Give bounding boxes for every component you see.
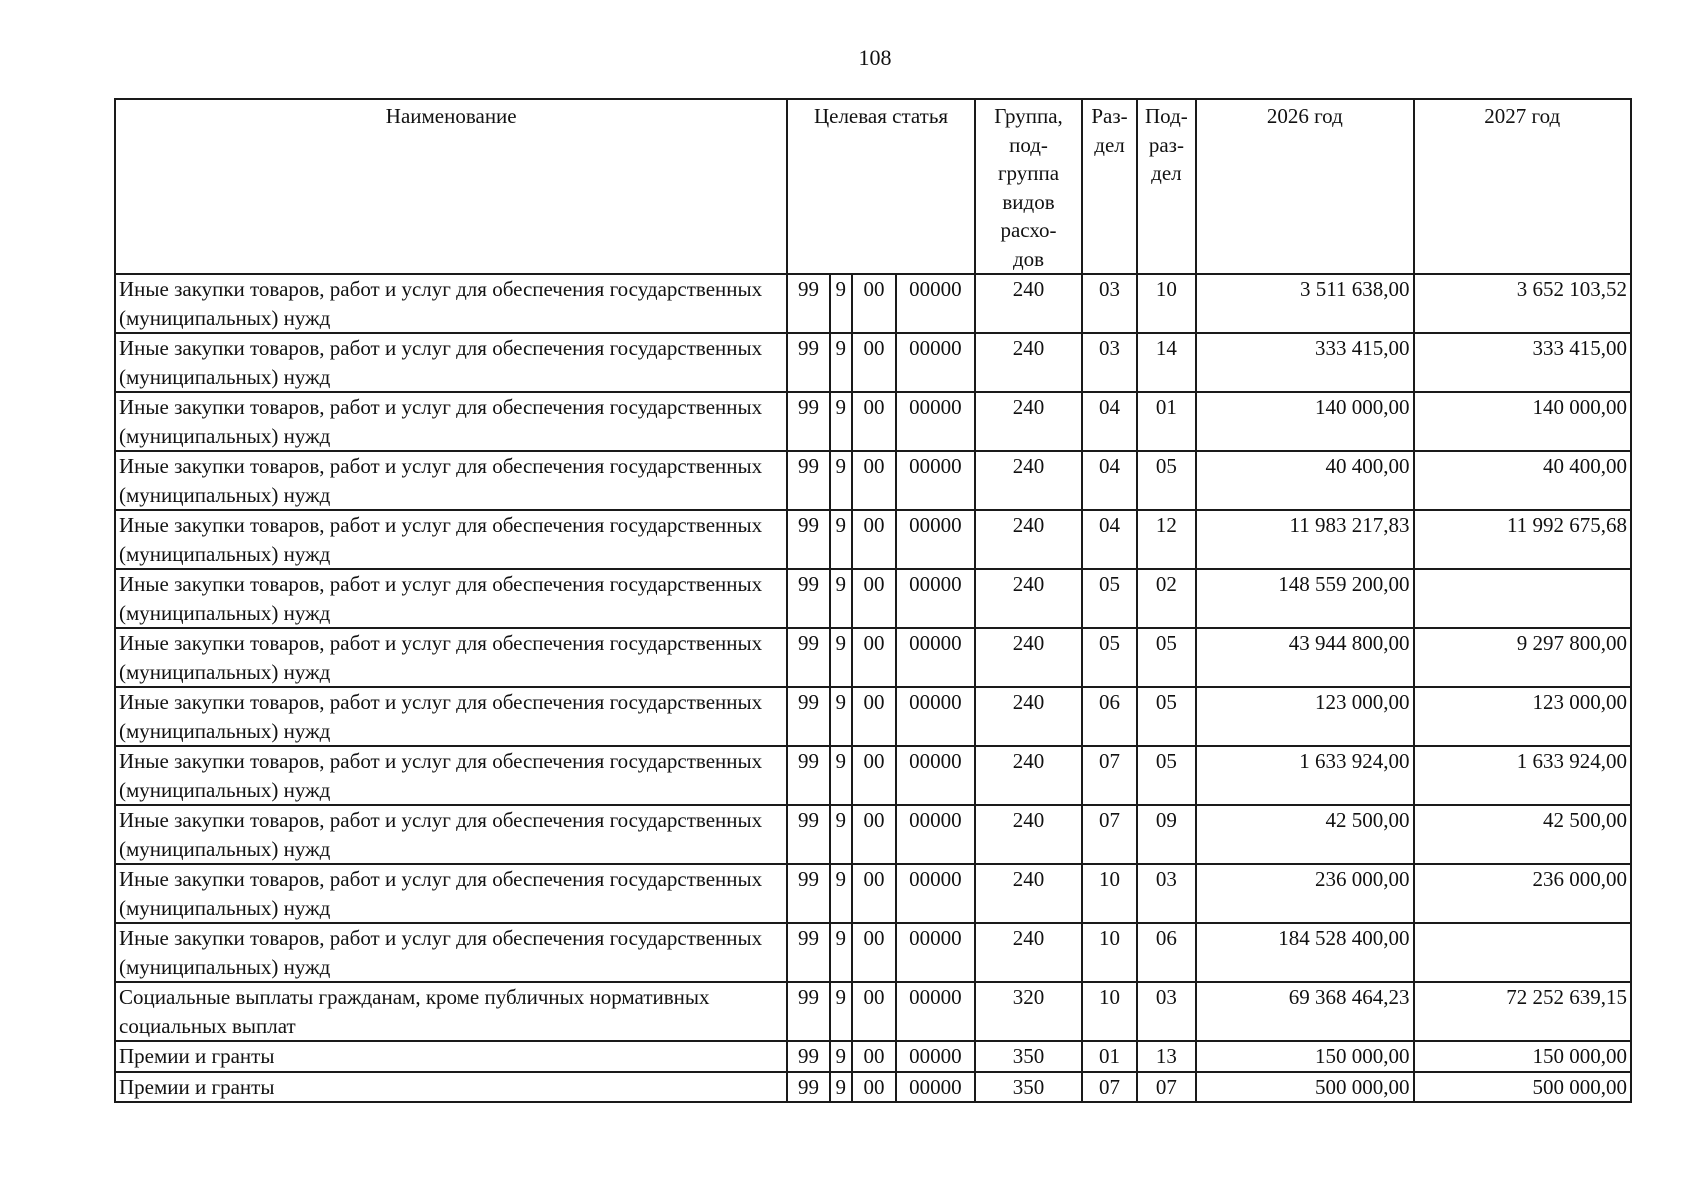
row-amount-2027: 123 000,00: [1414, 687, 1632, 746]
table-row: [115, 805, 1631, 864]
row-section: 07: [1082, 1072, 1136, 1103]
row-target-direction: 00000: [896, 510, 975, 569]
budget-table: [114, 98, 1632, 1103]
row-section: 03: [1082, 274, 1136, 333]
row-target-main-event: 00: [852, 510, 896, 569]
row-name: Иные закупки товаров, работ и услуг для обеспечения государственных (муниципальных) нужд: [115, 274, 787, 333]
row-amount-2026: 148 559 200,00: [1196, 569, 1413, 628]
row-amount-2027: 11 992 675,68: [1414, 510, 1632, 569]
row-target-direction: 00000: [896, 333, 975, 392]
row-target-direction: 00000: [896, 569, 975, 628]
row-subsection: 02: [1137, 569, 1196, 628]
header-target-article: Целевая статья: [787, 99, 974, 274]
row-amount-2027: 72 252 639,15: [1414, 982, 1632, 1041]
row-amount-2027: 150 000,00: [1414, 1041, 1632, 1072]
row-amount-2026: 43 944 800,00: [1196, 628, 1413, 687]
row-section: 06: [1082, 687, 1136, 746]
row-name: Премии и гранты: [115, 1072, 787, 1103]
row-amount-2027: [1414, 923, 1632, 982]
row-target-subprogram: 9: [830, 1041, 852, 1072]
row-amount-2026: 500 000,00: [1196, 1072, 1413, 1103]
row-target-program: 99: [787, 805, 829, 864]
table-row: [115, 333, 1631, 392]
row-amount-2027: 42 500,00: [1414, 805, 1632, 864]
row-name: Иные закупки товаров, работ и услуг для обеспечения государственных (муниципальных) нужд: [115, 451, 787, 510]
row-subsection: 05: [1137, 451, 1196, 510]
row-amount-2027: 140 000,00: [1414, 392, 1632, 451]
row-target-direction: 00000: [896, 805, 975, 864]
row-amount-2027: 500 000,00: [1414, 1072, 1632, 1103]
row-subsection: 10: [1137, 274, 1196, 333]
row-expense-group: 240: [975, 805, 1083, 864]
row-target-program: 99: [787, 628, 829, 687]
row-target-subprogram: 9: [830, 923, 852, 982]
row-target-program: 99: [787, 392, 829, 451]
row-amount-2026: 1 633 924,00: [1196, 746, 1413, 805]
row-expense-group: 240: [975, 864, 1083, 923]
row-name: Иные закупки товаров, работ и услуг для обеспечения государственных (муниципальных) нужд: [115, 746, 787, 805]
row-subsection: 03: [1137, 864, 1196, 923]
row-expense-group: 240: [975, 687, 1083, 746]
row-target-program: 99: [787, 1072, 829, 1103]
table-row: [115, 392, 1631, 451]
row-target-direction: 00000: [896, 628, 975, 687]
row-target-direction: 00000: [896, 274, 975, 333]
header-subsection: [1137, 99, 1196, 274]
row-amount-2027: 40 400,00: [1414, 451, 1632, 510]
header-group-line: Группа,: [994, 104, 1063, 128]
header-row: [115, 99, 1631, 274]
row-target-main-event: 00: [852, 746, 896, 805]
row-target-direction: 00000: [896, 687, 975, 746]
row-target-subprogram: 9: [830, 510, 852, 569]
row-target-subprogram: 9: [830, 274, 852, 333]
row-expense-group: 240: [975, 333, 1083, 392]
row-amount-2026: 184 528 400,00: [1196, 923, 1413, 982]
table-row: [115, 923, 1631, 982]
row-target-program: 99: [787, 510, 829, 569]
row-name: Иные закупки товаров, работ и услуг для обеспечения государственных (муниципальных) нужд: [115, 805, 787, 864]
row-target-program: 99: [787, 923, 829, 982]
row-target-main-event: 00: [852, 274, 896, 333]
row-subsection: 07: [1137, 1072, 1196, 1103]
row-target-main-event: 00: [852, 628, 896, 687]
table-row: [115, 451, 1631, 510]
row-name: Премии и гранты: [115, 1041, 787, 1072]
row-target-main-event: 00: [852, 333, 896, 392]
page-number: 108: [858, 45, 892, 70]
row-amount-2027: 9 297 800,00: [1414, 628, 1632, 687]
row-target-main-event: 00: [852, 451, 896, 510]
row-amount-2027: [1414, 569, 1632, 628]
table-row: [115, 510, 1631, 569]
row-target-subprogram: 9: [830, 333, 852, 392]
row-target-direction: 00000: [896, 982, 975, 1041]
header-group-line: группа: [997, 161, 1060, 185]
row-amount-2027: 236 000,00: [1414, 864, 1632, 923]
row-expense-group: 240: [975, 746, 1083, 805]
table-body: [115, 274, 1631, 1102]
row-target-main-event: 00: [852, 687, 896, 746]
row-target-subprogram: 9: [830, 1072, 852, 1103]
row-section: 10: [1082, 864, 1136, 923]
table-row: [115, 274, 1631, 333]
table-row: [115, 628, 1631, 687]
table-row: [115, 746, 1631, 805]
row-name: Иные закупки товаров, работ и услуг для обеспечения государственных (муниципальных) нужд: [115, 687, 787, 746]
row-amount-2026: 150 000,00: [1196, 1041, 1413, 1072]
row-amount-2026: 11 983 217,83: [1196, 510, 1413, 569]
row-target-program: 99: [787, 1041, 829, 1072]
row-target-main-event: 00: [852, 569, 896, 628]
header-group-line: расхо-: [1000, 218, 1057, 242]
row-expense-group: 240: [975, 451, 1083, 510]
row-target-direction: 00000: [896, 451, 975, 510]
row-section: 04: [1082, 451, 1136, 510]
row-target-subprogram: 9: [830, 569, 852, 628]
row-target-direction: 00000: [896, 746, 975, 805]
row-expense-group: 240: [975, 510, 1083, 569]
row-section: 04: [1082, 510, 1136, 569]
row-target-program: 99: [787, 746, 829, 805]
row-target-program: 99: [787, 451, 829, 510]
row-target-program: 99: [787, 864, 829, 923]
row-expense-group: 350: [975, 1041, 1083, 1072]
row-section: 05: [1082, 569, 1136, 628]
row-target-program: 99: [787, 982, 829, 1041]
row-target-main-event: 00: [852, 805, 896, 864]
row-target-subprogram: 9: [830, 628, 852, 687]
row-target-direction: 00000: [896, 392, 975, 451]
row-target-program: 99: [787, 274, 829, 333]
row-target-subprogram: 9: [830, 392, 852, 451]
row-target-subprogram: 9: [830, 746, 852, 805]
table-row: [115, 569, 1631, 628]
row-subsection: 01: [1137, 392, 1196, 451]
row-target-direction: 00000: [896, 1072, 975, 1103]
row-target-main-event: 00: [852, 1041, 896, 1072]
row-name: Социальные выплаты гражданам, кроме публичных нормативных социальных выплат: [115, 982, 787, 1041]
table-row: [115, 687, 1631, 746]
row-amount-2026: 140 000,00: [1196, 392, 1413, 451]
row-amount-2026: 42 500,00: [1196, 805, 1413, 864]
row-target-direction: 00000: [896, 923, 975, 982]
row-expense-group: 240: [975, 628, 1083, 687]
header-group-line: под-: [1009, 132, 1048, 157]
row-amount-2026: 3 511 638,00: [1196, 274, 1413, 333]
row-section: 05: [1082, 628, 1136, 687]
row-amount-2026: 40 400,00: [1196, 451, 1413, 510]
header-subsection-line: Под-: [1145, 104, 1188, 128]
row-section: 04: [1082, 392, 1136, 451]
row-expense-group: 240: [975, 392, 1083, 451]
row-subsection: 05: [1137, 687, 1196, 746]
row-target-program: 99: [787, 333, 829, 392]
row-expense-group: 350: [975, 1072, 1083, 1103]
row-section: 10: [1082, 923, 1136, 982]
header-subsection-line: раз-: [1148, 132, 1184, 157]
row-target-program: 99: [787, 569, 829, 628]
row-subsection: 06: [1137, 923, 1196, 982]
row-amount-2026: 69 368 464,23: [1196, 982, 1413, 1041]
row-target-main-event: 00: [852, 923, 896, 982]
header-group-line: видов: [1002, 189, 1055, 214]
row-expense-group: 240: [975, 923, 1083, 982]
row-name: Иные закупки товаров, работ и услуг для обеспечения государственных (муниципальных) нужд: [115, 923, 787, 982]
row-expense-group: 240: [975, 274, 1083, 333]
row-name: Иные закупки товаров, работ и услуг для обеспечения государственных (муниципальных) нужд: [115, 569, 787, 628]
table-row: [115, 864, 1631, 923]
row-target-main-event: 00: [852, 864, 896, 923]
row-amount-2026: 236 000,00: [1196, 864, 1413, 923]
table-row: [115, 1041, 1631, 1072]
header-subsection-line: дел: [1151, 161, 1182, 185]
row-target-subprogram: 9: [830, 687, 852, 746]
row-target-subprogram: 9: [830, 982, 852, 1041]
row-target-direction: 00000: [896, 864, 975, 923]
row-target-subprogram: 9: [830, 805, 852, 864]
header-section-line: Раз-: [1091, 104, 1128, 128]
row-subsection: 05: [1137, 746, 1196, 805]
row-name: Иные закупки товаров, работ и услуг для обеспечения государственных (муниципальных) нужд: [115, 392, 787, 451]
row-target-program: 99: [787, 687, 829, 746]
row-target-direction: 00000: [896, 1041, 975, 1072]
row-subsection: 09: [1137, 805, 1196, 864]
row-target-subprogram: 9: [830, 451, 852, 510]
row-section: 01: [1082, 1041, 1136, 1072]
row-subsection: 14: [1137, 333, 1196, 392]
row-subsection: 03: [1137, 982, 1196, 1041]
table-row: [115, 1072, 1631, 1103]
row-name: Иные закупки товаров, работ и услуг для обеспечения государственных (муниципальных) нужд: [115, 864, 787, 923]
row-amount-2027: 3 652 103,52: [1414, 274, 1632, 333]
row-amount-2027: 333 415,00: [1414, 333, 1632, 392]
row-subsection: 05: [1137, 628, 1196, 687]
row-section: 07: [1082, 746, 1136, 805]
row-name: Иные закупки товаров, работ и услуг для обеспечения государственных (муниципальных) нужд: [115, 628, 787, 687]
row-amount-2026: 333 415,00: [1196, 333, 1413, 392]
row-section: 03: [1082, 333, 1136, 392]
header-name: Наименование: [115, 99, 787, 274]
row-target-subprogram: 9: [830, 864, 852, 923]
header-section-line: дел: [1094, 132, 1125, 157]
row-target-main-event: 00: [852, 1072, 896, 1103]
row-section: 07: [1082, 805, 1136, 864]
header-expense-group: [975, 99, 1083, 274]
header-group-line: дов: [1012, 246, 1045, 271]
row-amount-2027: 1 633 924,00: [1414, 746, 1632, 805]
header-section: [1082, 99, 1136, 274]
row-target-main-event: 00: [852, 392, 896, 451]
row-target-main-event: 00: [852, 982, 896, 1041]
header-year-2027: 2027 год: [1414, 99, 1632, 274]
row-subsection: 12: [1137, 510, 1196, 569]
row-amount-2026: 123 000,00: [1196, 687, 1413, 746]
row-name: Иные закупки товаров, работ и услуг для обеспечения государственных (муниципальных) нужд: [115, 333, 787, 392]
header-year-2026: 2026 год: [1196, 99, 1413, 274]
row-section: 10: [1082, 982, 1136, 1041]
table-row: [115, 982, 1631, 1041]
row-subsection: 13: [1137, 1041, 1196, 1072]
row-name: Иные закупки товаров, работ и услуг для обеспечения государственных (муниципальных) нужд: [115, 510, 787, 569]
row-expense-group: 320: [975, 982, 1083, 1041]
row-expense-group: 240: [975, 569, 1083, 628]
